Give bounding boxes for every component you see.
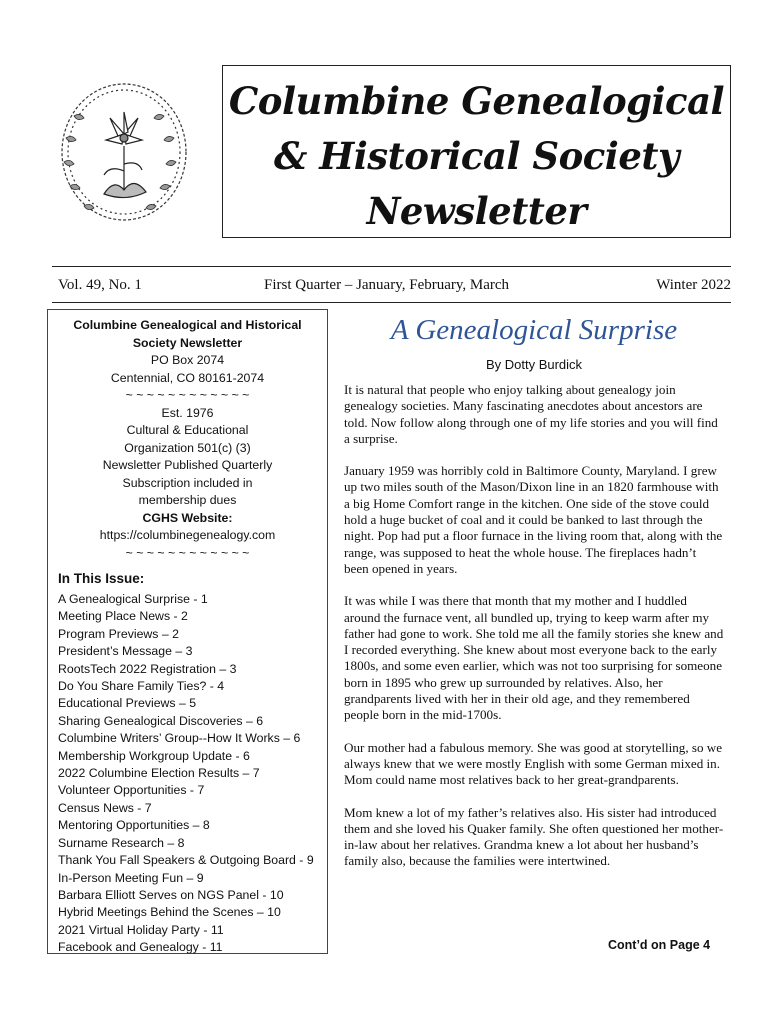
main-article [344, 310, 724, 870]
masthead-title-line-3: Newsletter [366, 189, 587, 233]
sidebar-box [47, 309, 328, 954]
society-logo [52, 76, 196, 228]
issue-season: Winter 2022 [656, 277, 731, 293]
masthead-title-line-2: & Historical Society [273, 134, 679, 178]
sidebar-divider-2: ~ ~ ~ ~ ~ ~ ~ ~ ~ ~ ~ ~ [125, 545, 250, 560]
sidebar-org-name-line-2: Society Newsletter [132, 335, 243, 350]
toc-item: President’s Message – 3 [58, 644, 193, 659]
sidebar-po-box: PO Box 2074 [150, 353, 225, 367]
toc-item: Educational Previews – 5 [58, 696, 197, 711]
sidebar-city: Centennial, CO 80161-2074 [110, 370, 265, 385]
toc-item: RootsTech 2022 Registration – 3 [58, 661, 237, 676]
toc-item: Do You Share Family Ties? - 4 [58, 679, 225, 694]
volume-number: Vol. 49, No. 1 [58, 277, 142, 293]
toc-item: 2022 Columbine Election Results – 7 [58, 766, 260, 781]
article-paragraph: It was while I was there that month that my mother and I huddled around the furnace vent, all bundled up, trying to keep warm after my father had gone to work. She told me all the family stories she knew and I recorded everything. She knew about most everyone back to the early 1800s, and some even earlier, which was not too surprising for someone born in 1895 who grew up surrounded by relatives. Also, her grandparents lived with her in their old age, and they remembered people born in the mid-1700s. [344, 593, 724, 723]
toc-item: Sharing Genealogical Discoveries – 6 [58, 713, 264, 728]
toc-item: Mentoring Opportunities – 8 [58, 818, 210, 833]
toc-heading: In This Issue: [58, 571, 145, 586]
continued-note: Cont’d on Page 4 [608, 938, 711, 952]
sidebar-website-url[interactable]: https://columbinegenealogy.com [99, 528, 276, 542]
toc-item: Thank You Fall Speakers & Outgoing Board - 9 [58, 853, 314, 868]
sidebar-divider: ~ ~ ~ ~ ~ ~ ~ ~ ~ ~ ~ ~ [125, 388, 250, 402]
toc-item: Hybrid Meetings Behind the Scenes – 10 [58, 905, 281, 920]
toc-item: Surname Research – 8 [58, 835, 185, 850]
toc-item: Barbara Elliott Serves on NGS Panel - 10 [58, 887, 284, 902]
columbine-flower-wreath-icon [52, 76, 196, 228]
masthead-title-line-1: Columbine Genealogical [228, 79, 725, 123]
toc-item: A Genealogical Surprise - 1 [58, 592, 208, 606]
toc-item: In-Person Meeting Fun – 9 [58, 870, 204, 885]
sidebar-website-label: CGHS Website: [142, 510, 233, 525]
toc-item: Membership Workgroup Update - 6 [58, 748, 250, 763]
sidebar-subscription-line-2: membership dues [138, 493, 237, 507]
sidebar-org-type-line-2: Organization 501(c) (3) [124, 440, 251, 455]
sidebar-subscription-line-1: Subscription included in [122, 475, 253, 490]
toc-item: Volunteer Opportunities - 7 [58, 783, 205, 798]
masthead-title [222, 65, 731, 238]
article-paragraph: Our mother had a fabulous memory. She was good at storytelling, so we always knew that we were mostly English with some German mixed in. Mom could name most relatives back to her great-grandparents. [344, 739, 723, 788]
article-paragraph: It is natural that people who enjoy talking about genealogy join genealogy societies. Many fascinating anecdotes about ancestors are told. Now follow along through one of my life stories and you will find a surprise. [344, 382, 718, 446]
toc-item: Columbine Writers’ Group--How It Works – 6 [58, 731, 301, 746]
toc-item: Meeting Place News - 2 [58, 609, 188, 624]
issue-quarter: First Quarter – January, February, March [264, 277, 510, 293]
sidebar-org-info [48, 317, 327, 562]
bottom-rule [52, 302, 731, 303]
toc-item: 2021 Virtual Holiday Party - 11 [58, 922, 224, 937]
sidebar-org-name-line-1: Columbine Genealogical and Historical [73, 318, 302, 332]
top-rule [52, 266, 731, 267]
toc-item: Census News - 7 [58, 800, 152, 815]
table-of-contents [48, 591, 327, 957]
sidebar-published: Newsletter Published Quarterly [102, 458, 273, 472]
sidebar-org-type-line-1: Cultural & Educational [126, 423, 249, 437]
article-paragraph: January 1959 was horribly cold in Baltimore County, Maryland. I grew up two miles south of the Mason/Dixon line in an 1820 farmhouse with a big Home Comfort range in the kitchen. One side of the stove could hold a huge bucket of coal and it could be banked to last through the night. Pop had put a floor furnace in the living room that, along with the range, was supposed to heat the whole house. The fireplaces hadn’t been opened in years. [344, 463, 723, 576]
toc-item: Facebook and Genealogy - 11 [58, 940, 223, 955]
article-paragraph: Mom knew a lot of my father’s relatives also. His sister had introduced them and she loved his Quaker family. She often questioned her mother-in-law about her relatives. Grandma knew a lot about her husband’s family also, because the families were intertwined. [344, 804, 724, 869]
article-title: A Genealogical Surprise [390, 314, 678, 346]
article-byline: By Dotty Burdick [485, 357, 583, 372]
sidebar-established: Est. 1976 [161, 405, 214, 420]
toc-item: Program Previews – 2 [58, 626, 179, 641]
